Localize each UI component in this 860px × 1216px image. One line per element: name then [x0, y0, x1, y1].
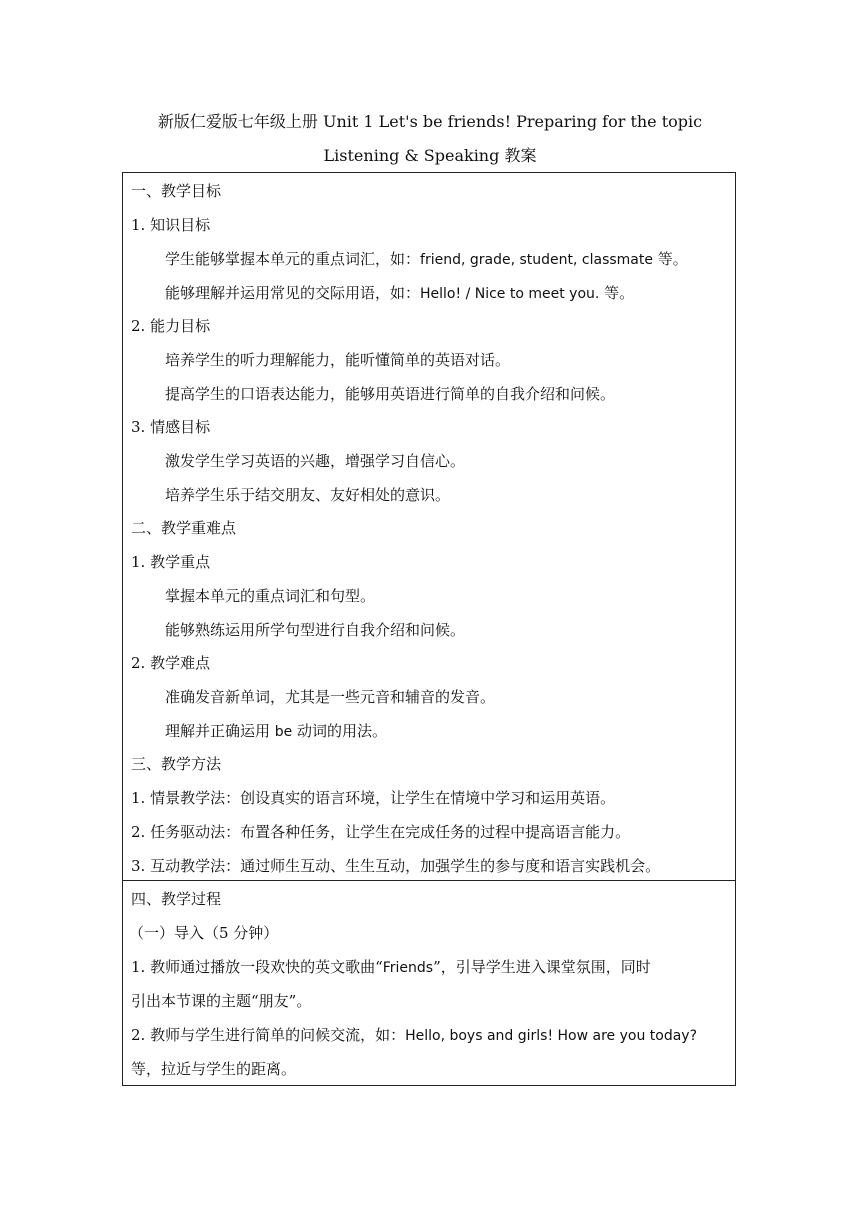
section-heading-objectives: 一、教学目标: [131, 182, 222, 200]
difficult-point-2: 理解并正确运用 be 动词的用法。: [165, 722, 388, 740]
intro-step-1-line-2: 引出本节课的主题“朋友”。: [131, 992, 312, 1010]
intro-step-1-line-1: 1. 教师通过播放一段欢快的英文歌曲“Friends”，引导学生进入课堂氛围，同时: [131, 958, 651, 976]
method-2: 2. 任务驱动法：布置各种任务，让学生在完成任务的过程中提高语言能力。: [131, 823, 631, 841]
key-point-2: 能够熟练运用所学句型进行自我介绍和问候。: [165, 621, 466, 639]
knowledge-objectives-title: 1. 知识目标: [131, 216, 211, 234]
emotion-objective-1: 激发学生学习英语的兴趣，增强学习自信心。: [165, 452, 466, 470]
ability-objective-2: 提高学生的口语表达能力，能够用英语进行简单的自我介绍和问候。: [165, 385, 616, 403]
emotion-objectives-title: 3. 情感目标: [131, 418, 211, 436]
method-3: 3. 互动教学法：通过师生互动、生生互动，加强学生的参与度和语言实践机会。: [131, 857, 661, 875]
ability-objectives-title: 2. 能力目标: [131, 317, 211, 335]
difficult-point-1: 准确发音新单词，尤其是一些元音和辅音的发音。: [165, 688, 496, 706]
knowledge-objective-2: 能够理解并运用常见的交际用语，如：Hello! / Nice to meet you. 等。: [165, 284, 635, 302]
document-title-line-1: 新版仁爱版七年级上册 Unit 1 Let's be friends! Preparing for the topic: [157, 112, 703, 131]
intro-step-2-line-2: 等，拉近与学生的距离。: [131, 1060, 297, 1078]
key-point-1: 掌握本单元的重点词汇和句型。: [165, 587, 376, 605]
method-1: 1. 情景教学法：创设真实的语言环境，让学生在情境中学习和运用英语。: [131, 789, 616, 807]
section-heading-process: 四、教学过程: [131, 890, 222, 908]
intro-step-2-line-1: 2. 教师与学生进行简单的问候交流，如：Hello, boys and girls! How are you today?: [131, 1026, 698, 1044]
knowledge-objective-1: 学生能够掌握本单元的重点词汇，如：friend, grade, student, classmate 等。: [165, 250, 688, 268]
key-points-title: 1. 教学重点: [131, 553, 211, 571]
difficult-points-title: 2. 教学难点: [131, 654, 211, 672]
section-heading-methods: 三、教学方法: [131, 755, 222, 773]
emotion-objective-2: 培养学生乐于结交朋友、友好相处的意识。: [165, 486, 451, 504]
lesson-table-cell-2: [122, 880, 736, 1086]
intro-step-title: （一）导入（5 分钟）: [129, 924, 279, 942]
lesson-table-cell-1: [122, 172, 736, 881]
document-title-line-2: Listening & Speaking 教案: [323, 146, 537, 165]
section-heading-key-points: 二、教学重难点: [131, 519, 237, 537]
ability-objective-1: 培养学生的听力理解能力，能听懂简单的英语对话。: [165, 351, 511, 369]
